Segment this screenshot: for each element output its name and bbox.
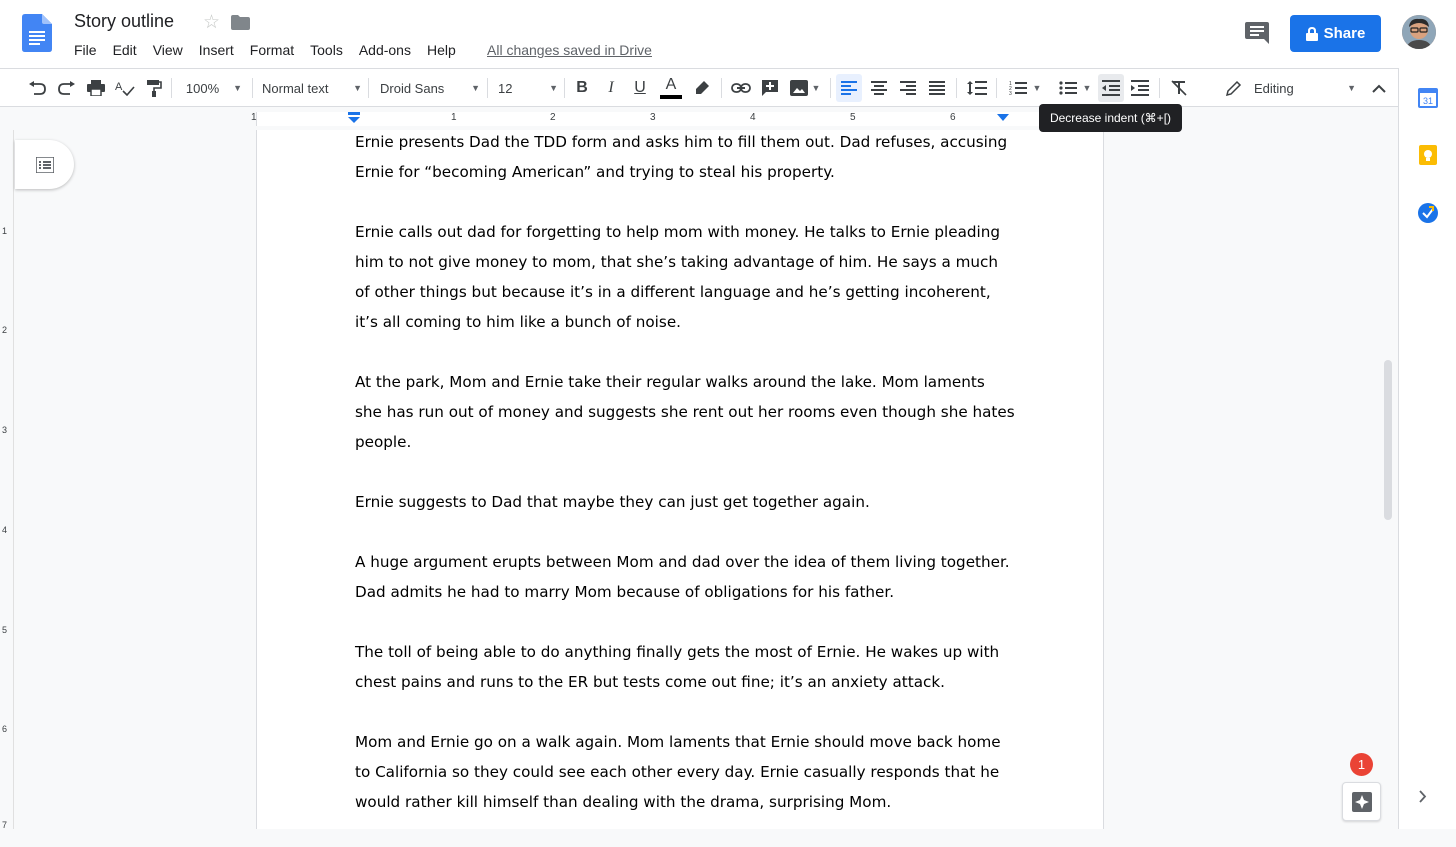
paragraph-style-value: Normal text [262,80,329,96]
align-center-icon[interactable] [866,69,892,107]
clear-formatting-icon[interactable] [1166,69,1192,107]
svg-text:A: A [115,81,123,93]
right-indent-marker-icon[interactable] [997,114,1009,122]
italic-icon[interactable]: I [608,79,614,96]
chevron-down-icon: ▼ [471,83,480,93]
calendar-icon[interactable] [1418,88,1438,108]
insert-link-icon[interactable] [729,69,753,107]
menu-help[interactable]: Help [426,42,456,58]
paragraph[interactable]: Ernie calls out dad for forgetting to help mom with money. He talks to Ernie pleading him to not give money to mom, that she’s taking advantage of him. He says a much of other things but because it’s in a different language and he’s getting incoherent, it’s all coming to him like a bunch of noise. [355,223,1001,331]
left-indent-marker-icon[interactable] [348,112,360,124]
bold-icon[interactable]: B [576,79,588,96]
zoom-select[interactable] [180,69,248,107]
document-outline-button[interactable] [15,140,74,189]
share-label: Share [1323,25,1366,42]
bulleted-list-icon[interactable] [1054,69,1096,107]
pencil-icon [1226,80,1242,96]
ruler-number: 5 [850,112,856,123]
comments-icon[interactable] [1245,22,1269,44]
share-button[interactable] [1290,15,1381,52]
increase-indent-icon[interactable] [1127,69,1153,107]
document-body[interactable] [355,127,1015,847]
font-size-value: 12 [498,80,513,96]
calendar-day: 31 [1422,96,1434,106]
ruler-number: 1 [251,112,257,123]
ruler-number: 2 [550,112,556,123]
lock-icon [1306,27,1318,41]
docs-logo-icon[interactable] [22,14,52,52]
ruler-number: 6 [950,112,956,123]
chevron-down-icon: ▼ [1032,83,1042,93]
insert-image-icon[interactable] [787,69,823,107]
tooltip: Decrease indent (⌘+[) [1039,104,1182,132]
ruler-number: 6 [2,724,8,734]
paragraph[interactable]: The toll of being able to do anything finally gets the most of Ernie. He wakes up with chest pains and runs to the ER but tests come out fine; it’s an anxiety attack. [355,643,1000,691]
paint-format-icon[interactable] [143,69,165,107]
highlight-color-icon[interactable] [691,69,713,107]
align-left-icon[interactable] [836,74,862,102]
chevron-down-icon: ▼ [1082,83,1092,93]
paragraph[interactable]: Ernie presents Dad the TDD form and asks him to fill them out. Dad refuses, accusing Ernie for “becoming American” and trying to steal his property. [355,133,1008,181]
vertical-scrollbar[interactable] [1384,360,1392,520]
align-justify-icon[interactable] [924,69,950,107]
tasks-icon[interactable] [1418,203,1438,223]
undo-icon[interactable] [26,69,48,107]
chevron-down-icon: ▼ [353,83,362,93]
paragraph[interactable]: A huge argument erupts between Mom and dad over the idea of them living together. Dad admits he had to marry Mom because of obligations for his father. [355,553,1010,601]
font-value: Droid Sans [380,80,445,96]
menu-edit[interactable]: Edit [112,42,137,58]
ruler-page-area [256,112,1104,126]
notification-badge: 1 [1350,753,1373,776]
vertical-ruler [0,130,14,829]
star-icon[interactable]: ☆ [203,12,221,33]
chevron-down-icon: ▼ [233,83,243,93]
chevron-down-icon: ▼ [549,83,558,93]
ruler-number: 5 [2,625,8,635]
collapse-toolbar-icon[interactable] [1366,69,1392,107]
outline-icon [36,157,54,173]
ruler-number: 3 [650,112,656,123]
menu-addons[interactable]: Add-ons [358,42,411,58]
menu-insert[interactable]: Insert [198,42,234,58]
insert-comment-icon[interactable] [758,69,782,107]
ruler-number: 1 [2,226,8,236]
folder-icon[interactable] [231,15,250,30]
zoom-value: 100% [185,80,220,96]
print-icon[interactable] [85,69,107,107]
document-title[interactable]: Story outline [74,11,175,31]
underline-icon[interactable]: U [634,79,646,96]
save-status[interactable]: All changes saved in Drive [487,42,652,58]
align-right-icon[interactable] [895,69,921,107]
svg-text:2: 2 [1008,86,1012,92]
formatting-toolbar [0,68,1398,107]
font-select[interactable] [380,69,480,107]
paragraph[interactable]: Ernie suggests to Dad that maybe they can just get together again. [355,493,870,511]
editing-mode-value: Editing [1254,80,1294,96]
explore-button[interactable] [1342,782,1381,821]
ruler-number: 7 [2,820,8,830]
menu-bar [66,40,464,60]
svg-text:3: 3 [1008,91,1012,96]
line-spacing-icon[interactable] [964,69,990,107]
paragraph-style-select[interactable] [262,69,362,107]
app-header [0,0,1456,68]
redo-icon[interactable] [56,69,78,107]
svg-text:1: 1 [1008,81,1012,87]
spellcheck-icon[interactable] [114,69,136,107]
ruler-number: 1 [451,112,457,123]
menu-tools[interactable]: Tools [310,42,343,58]
menu-file[interactable]: File [74,42,97,58]
menu-view[interactable]: View [152,42,183,58]
menu-format[interactable]: Format [249,42,295,58]
decrease-indent-icon[interactable] [1098,74,1124,102]
ruler-number: 4 [750,112,756,123]
text-color-icon[interactable]: A [658,69,684,107]
ruler-number: 2 [2,325,8,335]
font-size-select[interactable] [498,69,558,107]
chevron-down-icon: ▼ [1347,83,1356,93]
editing-mode-select[interactable] [1226,69,1356,107]
avatar[interactable] [1402,15,1436,49]
explore-icon [1352,792,1372,812]
side-panel [1398,68,1456,829]
numbered-list-icon[interactable] [1004,69,1046,107]
ruler-number: 3 [2,425,8,435]
paragraph[interactable]: Mom and Ernie go on a walk again. Mom laments that Ernie should move back home to California so they could see each other every day. Ernie casually responds that he would rather kill himself than dealing with the drama, surprising Mom. [355,733,1001,811]
chevron-down-icon: ▼ [811,83,821,93]
ruler-number: 4 [2,525,8,535]
paragraph[interactable]: At the park, Mom and Ernie take their regular walks around the lake. Mom laments she has run out of money and suggests she rent out her rooms even though she hates people. [355,373,1015,451]
keep-icon[interactable] [1418,145,1438,165]
chevron-right-icon[interactable] [1419,790,1427,808]
